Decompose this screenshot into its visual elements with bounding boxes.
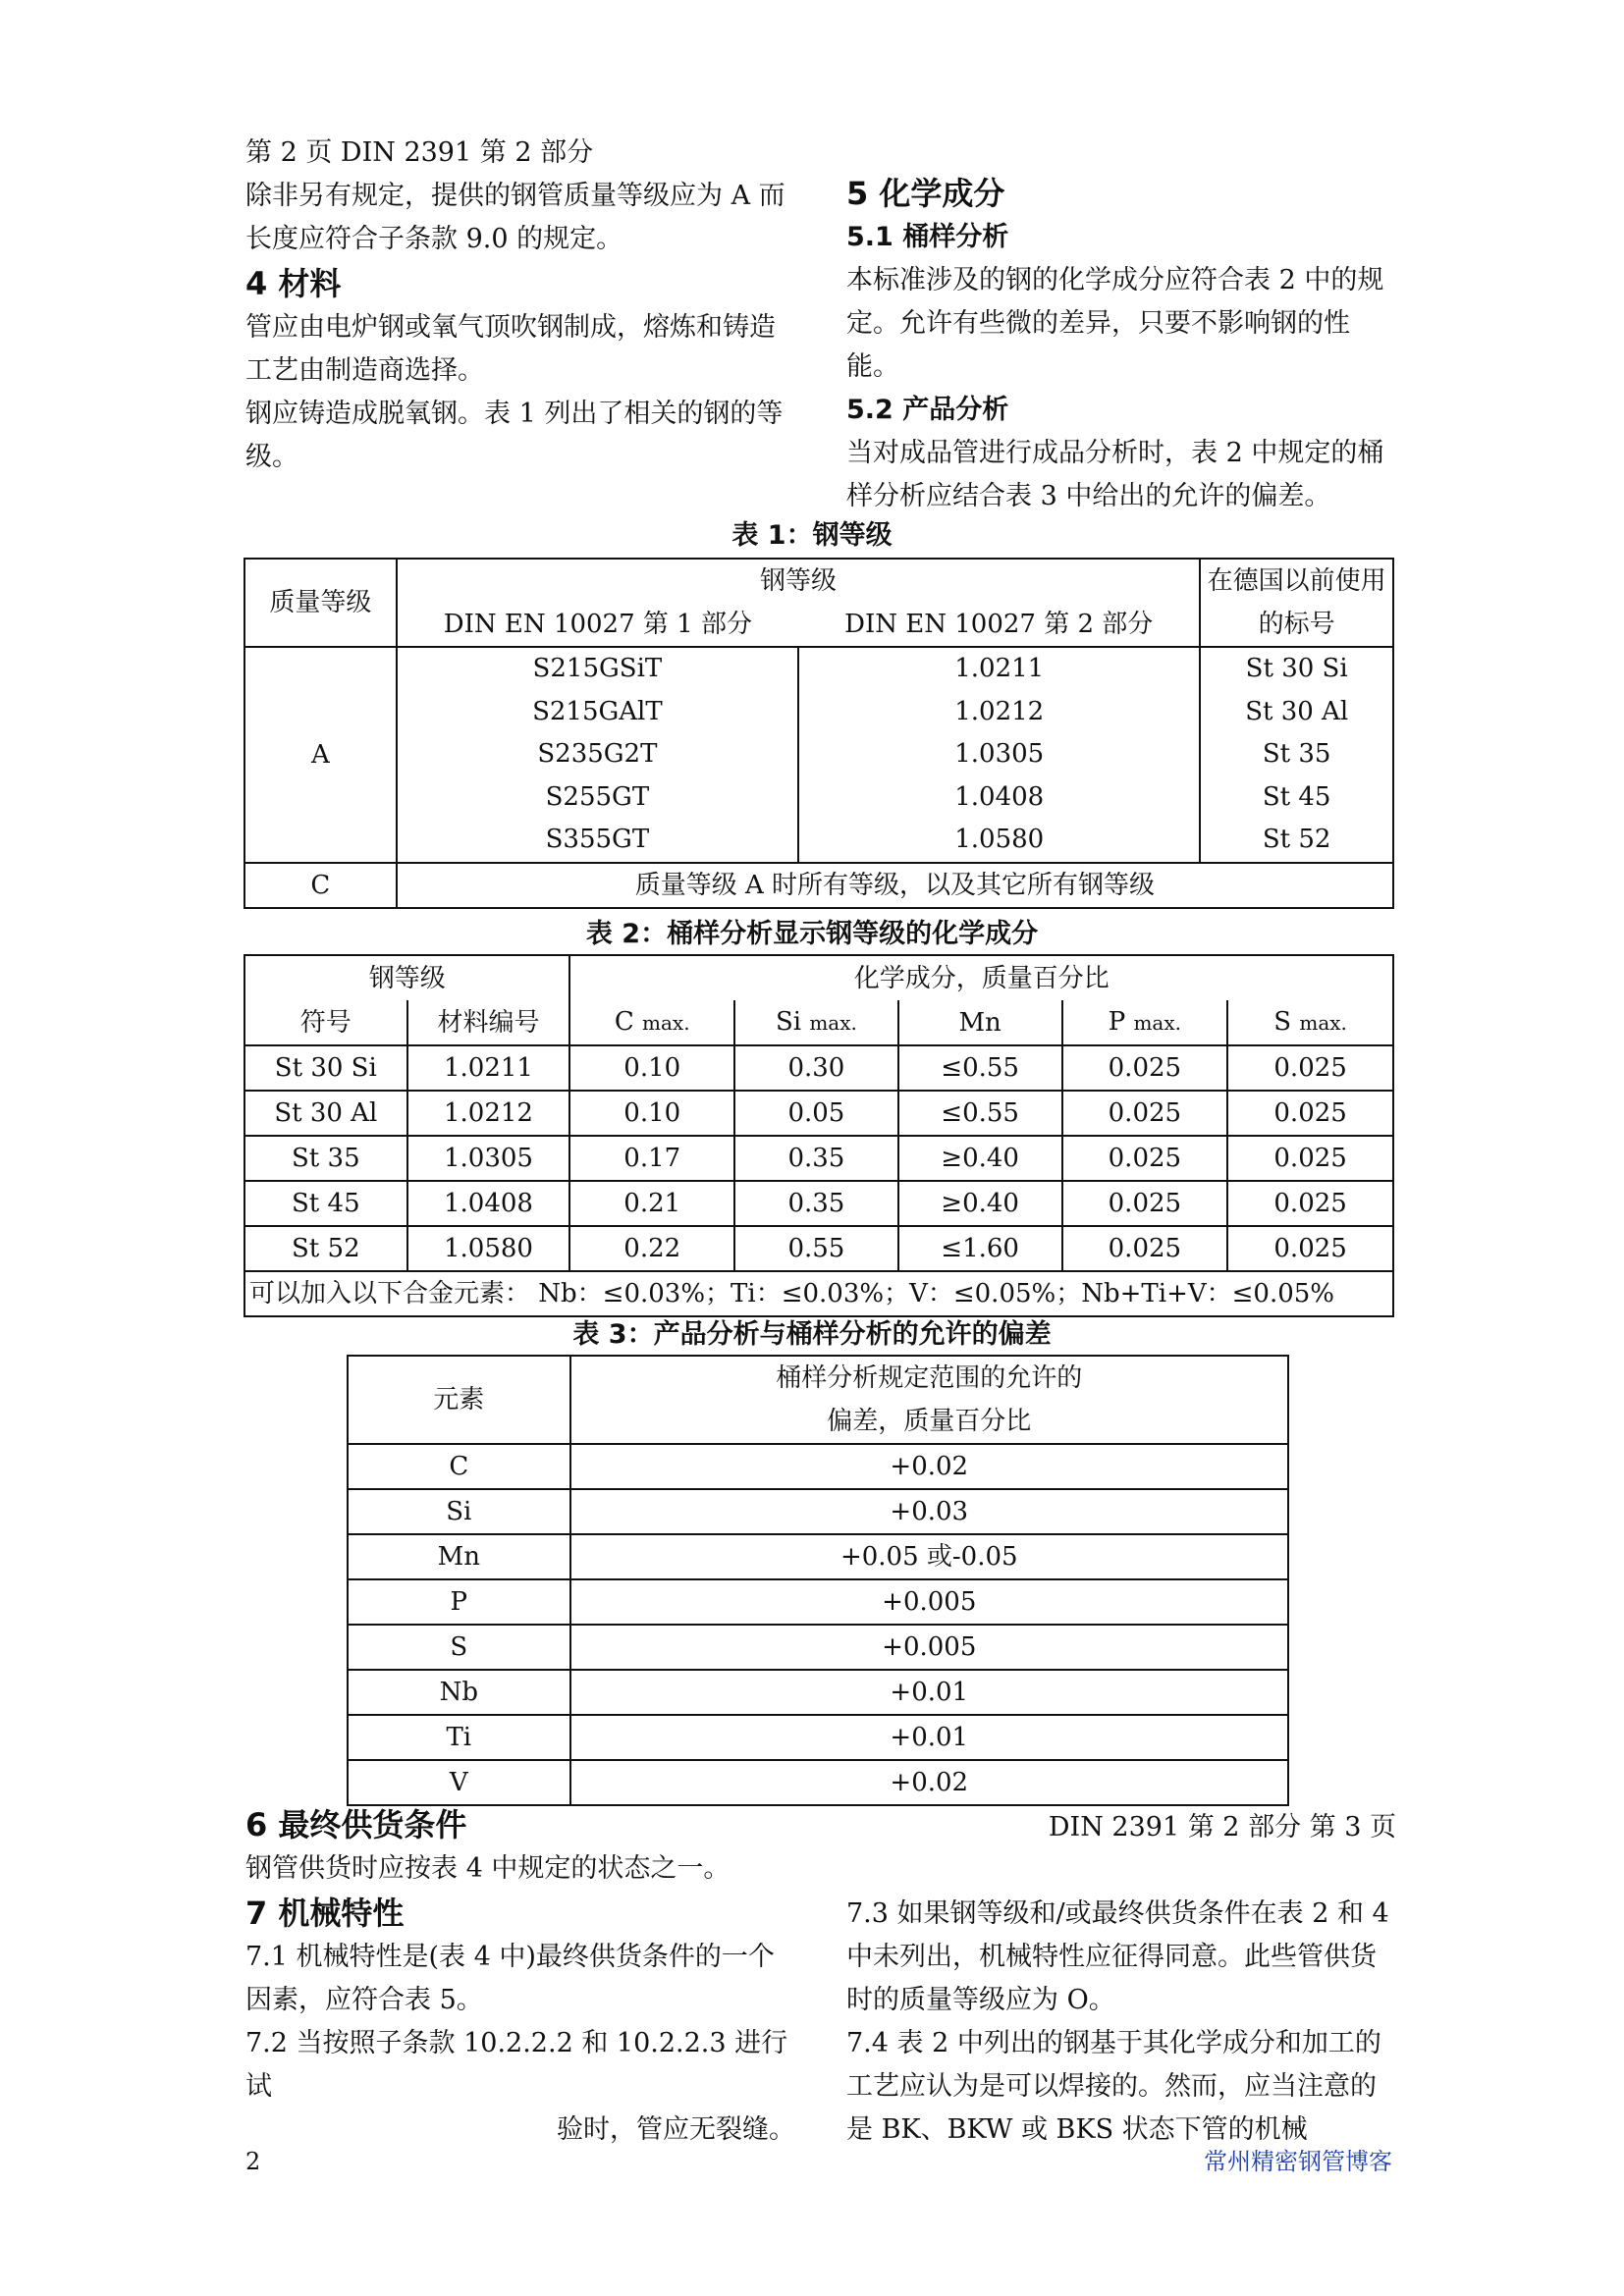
table3-cell: C [348, 1444, 570, 1489]
left-column-bottom [245, 1802, 795, 2152]
section-heading-materials: 4 材料 [245, 265, 342, 302]
table3-header-deviation-line2: 偏差，质量百分比 [827, 1407, 1032, 1436]
table1-cell: 1.0408 [954, 781, 1045, 812]
table3-caption: 表 3：产品分析与桶样分析的允许的偏差 [572, 1319, 1052, 1350]
table2-cell: 0.35 [734, 1181, 898, 1226]
table-row [348, 1625, 1288, 1670]
table2-cell: 0.05 [734, 1091, 898, 1136]
section-heading-delivery: 6 最终供货条件 [245, 1806, 467, 1843]
right-column-bottom [846, 1806, 1396, 2152]
table3-cell: S [348, 1625, 570, 1670]
table1-header-steel [397, 559, 1201, 647]
table1-cell: St 30 Al [1245, 696, 1349, 726]
table2-cell: ≥0.40 [898, 1181, 1062, 1226]
table3-cell: P [348, 1579, 570, 1625]
table1-cell: S255GT [545, 781, 650, 812]
table1-cell: 1.0580 [954, 825, 1045, 855]
table2-cell: St 35 [244, 1136, 407, 1181]
table2-cell: ≤0.55 [898, 1091, 1062, 1136]
table2-cell: 0.21 [569, 1181, 734, 1226]
table2-cell: 0.10 [569, 1045, 734, 1091]
table2-header-si-max: max. [809, 1011, 857, 1035]
table3-cell: +0.02 [570, 1444, 1288, 1489]
table1-grade-c: C [244, 863, 397, 908]
table2-cell: 1.0305 [407, 1136, 570, 1181]
table1-col-former [1200, 647, 1393, 863]
table1-grade-a: A [244, 647, 397, 863]
table2-cell: 0.025 [1227, 1181, 1393, 1226]
table-row [348, 1444, 1288, 1489]
table-row [244, 1091, 1393, 1136]
left-column-top [245, 175, 795, 479]
table2-caption: 表 2：桶样分析显示钢等级的化学成分 [585, 919, 1039, 949]
table2-cell: 1.0408 [407, 1181, 570, 1226]
table3-cell: V [348, 1760, 570, 1805]
table3-cell: Si [348, 1489, 570, 1534]
blog-link[interactable]: 常州精密钢管博客 [1204, 2148, 1392, 2175]
table2-header-matno: 材料编号 [407, 1000, 570, 1045]
table3-cell: +0.01 [570, 1715, 1288, 1760]
table2-header-s-label: S [1273, 1007, 1292, 1037]
table2-cell: 0.025 [1062, 1136, 1228, 1181]
table2-cell: St 52 [244, 1226, 407, 1271]
table3-cell: +0.005 [570, 1625, 1288, 1670]
table3-cell: +0.02 [570, 1760, 1288, 1805]
table2-cell: 0.025 [1227, 1226, 1393, 1271]
table2-cell: 0.025 [1227, 1045, 1393, 1091]
paragraph-7-2-line1: 7.2 当按照子条款 10.2.2.2 和 10.2.2.3 进行试 [245, 2028, 788, 2102]
table2-header-s [1227, 1000, 1393, 1045]
table1-cell: St 35 [1262, 739, 1331, 770]
table-row [348, 1670, 1288, 1715]
table2-cell: 1.0212 [407, 1091, 570, 1136]
table2-cell: 0.10 [569, 1091, 734, 1136]
table1-cell: 1.0212 [954, 696, 1045, 726]
table3-cell: +0.01 [570, 1670, 1288, 1715]
table2-header-c-max: max. [642, 1011, 690, 1035]
table1-header-quality: 质量等级 [244, 559, 397, 647]
materials-paragraph-2: 钢应铸造成脱氧钢。表 1 列出了相关的钢的等级。 [245, 399, 784, 472]
table-row [348, 1579, 1288, 1625]
table2-header-symbol: 符号 [244, 1000, 407, 1045]
table2-cell: 0.025 [1062, 1181, 1228, 1226]
table1-cell: S355GT [545, 825, 650, 855]
table1-cell: St 45 [1262, 781, 1331, 812]
table3-cell: +0.03 [570, 1489, 1288, 1534]
table2-header-c-label: C [614, 1007, 634, 1037]
table3-cell: Ti [348, 1715, 570, 1760]
materials-paragraph-1: 管应由电炉钢或氧气顶吹钢制成，熔炼和铸造工艺由制造商选择。 [245, 312, 776, 386]
table2-cell: ≤1.60 [898, 1226, 1062, 1271]
right-page-header: DIN 2391 第 2 部分 第 3 页 [1048, 1812, 1396, 1842]
table1-cell: 1.0211 [954, 654, 1045, 684]
table1-cell: St 30 Si [1245, 654, 1348, 684]
table-row [244, 1136, 1393, 1181]
table2-cell: 0.025 [1062, 1045, 1228, 1091]
table2-cell: St 30 Al [244, 1091, 407, 1136]
table2-header-p-label: P [1108, 1007, 1126, 1037]
table1-cell: S235G2T [537, 739, 658, 770]
table2-header-p [1062, 1000, 1228, 1045]
table2-header-p-max: max. [1133, 1011, 1181, 1035]
table2-cell: 0.35 [734, 1136, 898, 1181]
table1-col-numbers [798, 647, 1200, 863]
table3-cell: +0.005 [570, 1579, 1288, 1625]
table3-permissible-deviations [347, 1355, 1289, 1806]
product-analysis-paragraph: 当对成品管进行成品分析时，表 2 中规定的桶样分析应结合表 3 中给出的允许的偏差。 [846, 438, 1384, 511]
subsection-heading-5-1: 5.1 桶样分析 [846, 222, 1009, 252]
table2-cell: 0.025 [1062, 1226, 1228, 1271]
table1-col-names [397, 647, 798, 863]
table1-cell: 1.0305 [954, 739, 1045, 770]
table2-cell: 0.30 [734, 1045, 898, 1091]
table1-cell: S215GAlT [532, 696, 663, 726]
table2-chemical-composition [244, 954, 1394, 1317]
table2-cell: 0.025 [1227, 1136, 1393, 1181]
table2-cell: St 30 Si [244, 1045, 407, 1091]
table2-cell: 0.22 [569, 1226, 734, 1271]
paragraph-7-2-line2: 验时，管应无裂缝。 [557, 2114, 795, 2145]
table-row [348, 1489, 1288, 1534]
subsection-heading-5-2: 5.2 产品分析 [846, 395, 1009, 425]
page-number: 2 [245, 2148, 261, 2175]
cast-analysis-paragraph: 本标准涉及的钢的化学成分应符合表 2 中的规定。允许有些微的差异，只要不影响钢的性能。 [846, 265, 1384, 382]
table1-steel-grades [244, 558, 1394, 909]
table2-cell: 1.0580 [407, 1226, 570, 1271]
table1-cell: S215GSiT [532, 654, 663, 684]
section-heading-mechanical: 7 机械特性 [245, 1895, 405, 1932]
delivery-paragraph: 钢管供货时应按表 4 中规定的状态之一。 [245, 1853, 731, 1884]
table2-header-chem: 化学成分，质量百分比 [569, 955, 1393, 1000]
table2-header-si-label: Si [775, 1007, 802, 1037]
table3-header-deviation-line1: 桶样分析规定范围的允许的 [776, 1363, 1083, 1393]
table2-cell: 0.025 [1227, 1091, 1393, 1136]
table2-cell: ≤0.55 [898, 1045, 1062, 1091]
table1-header-steel-label: 钢等级 [760, 566, 838, 596]
table-row [348, 1760, 1288, 1805]
table3-cell: Mn [348, 1534, 570, 1579]
table3-cell: Nb [348, 1670, 570, 1715]
table-row [244, 1226, 1393, 1271]
right-column-top [846, 171, 1396, 518]
section-heading-chemistry: 5 化学成分 [846, 175, 1005, 212]
table3-cell: +0.05 或-0.05 [570, 1534, 1288, 1579]
table3-header-element: 元素 [348, 1356, 570, 1444]
table2-cell: 0.55 [734, 1226, 898, 1271]
table1-grade-c-text: 质量等级 A 时所有等级，以及其它所有钢等级 [397, 863, 1393, 908]
table1-header-former: 在德国以前使用的标号 [1200, 559, 1393, 647]
table-row [348, 1534, 1288, 1579]
table1-header-part1: DIN EN 10027 第 1 部分 [443, 610, 752, 639]
paragraph-7-1: 7.1 机械特性是(表 4 中)最终供货条件的一个因素，应符合表 5。 [245, 1942, 775, 2015]
table1-caption: 表 1：钢等级 [731, 520, 893, 551]
table-row [348, 1715, 1288, 1760]
paragraph-7-4: 7.4 表 2 中列出的钢基于其化学成分和加工的工艺应认为是可以焊接的。然而，应当注意的是 BK、BKW 或 BKS 状态下管的机械 [846, 2028, 1381, 2145]
table-row [244, 1181, 1393, 1226]
table2-cell: 0.17 [569, 1136, 734, 1181]
table3-header-deviation [570, 1356, 1288, 1444]
table2-header-mn: Mn [898, 1000, 1062, 1045]
table2-header-si [734, 1000, 898, 1045]
page-header: 第 2 页 DIN 2391 第 2 部分 [245, 137, 594, 168]
table2-header-s-max: max. [1299, 1011, 1347, 1035]
table2-cell: 1.0211 [407, 1045, 570, 1091]
paragraph-7-3: 7.3 如果钢等级和/或最终供货条件在表 2 和 4 中未列出，机械特性应征得同意。此些管供货时的质量等级应为 O。 [846, 1898, 1389, 2015]
table1-cell: St 52 [1262, 825, 1331, 855]
table-row [244, 1045, 1393, 1091]
table2-cell: 0.025 [1062, 1091, 1228, 1136]
table2-cell: St 45 [244, 1181, 407, 1226]
table2-header-steel: 钢等级 [244, 955, 569, 1000]
quality-paragraph: 除非另有规定，提供的钢管质量等级应为 A 而长度应符合子条款 9.0 的规定。 [245, 181, 785, 254]
table2-header-c [569, 1000, 734, 1045]
table2-cell: ≥0.40 [898, 1136, 1062, 1181]
table1-header-part2: DIN EN 10027 第 2 部分 [844, 610, 1154, 639]
table2-alloy-note: 可以加入以下合金元素： Nb：≤0.03%；Ti：≤0.03%；V：≤0.05%；Nb+Ti+V：≤0.05% [244, 1271, 1393, 1316]
